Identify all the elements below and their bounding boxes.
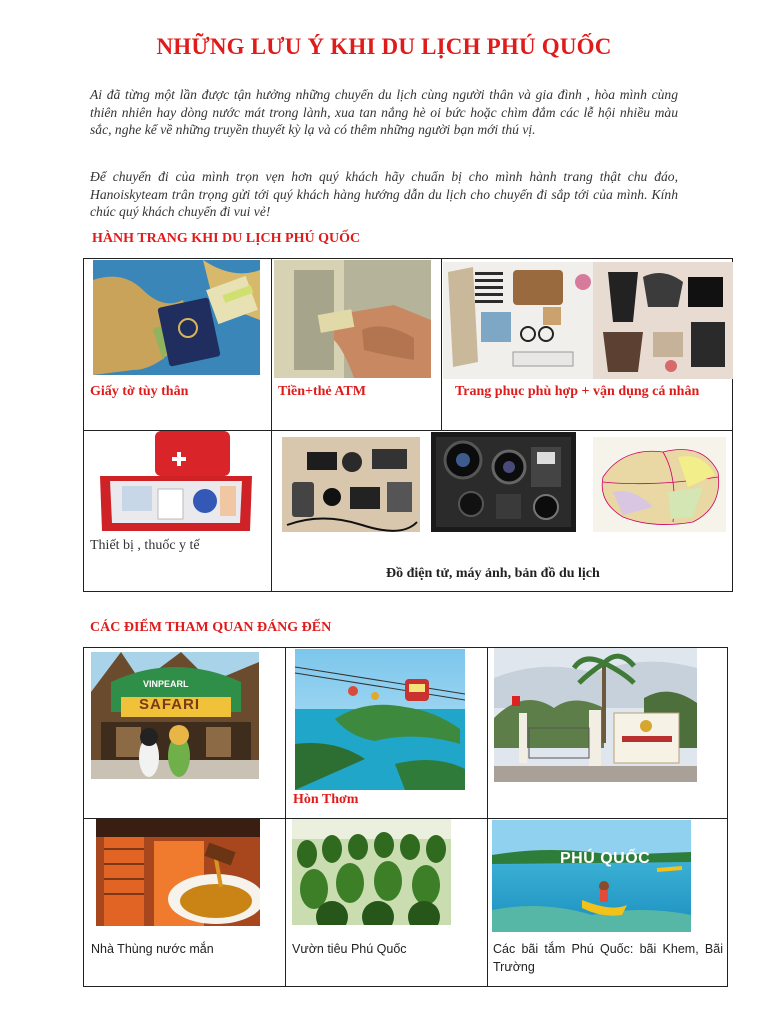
label-medical: Thiết bị , thuốc y tế: [90, 538, 200, 553]
label-pepper-garden: Vườn tiêu Phú Quốc: [292, 942, 407, 956]
label-documents: Giấy tờ tùy thân: [90, 384, 189, 399]
vinpearl-safari-photo: [91, 652, 259, 779]
electronics-photo: [282, 437, 420, 532]
clothing-photo: [443, 262, 733, 379]
label-clothing: Trang phục phù hợp + vận dụng cá nhân: [455, 384, 700, 399]
label-fish-sauce: Nhà Thùng nước mắn: [91, 942, 214, 956]
beach-photo: [492, 820, 691, 932]
label-hon-thom: Hòn Thơm: [293, 792, 359, 807]
section-heading-attractions: CÁC ĐIỂM THAM QUAN ĐÁNG ĐẾN: [90, 620, 332, 635]
prison-gate-photo: [494, 648, 697, 782]
label-electronics: Đồ điện tử, máy ảnh, bản đồ du lịch: [386, 566, 600, 581]
label-beaches: Các bãi tắm Phú Quốc: bãi Khem, Bãi Trường: [493, 942, 723, 974]
first-aid-photo: [100, 431, 252, 531]
travel-map-photo: [593, 437, 726, 532]
passport-photo: [93, 260, 260, 375]
page-title: NHỮNG LƯU Ý KHI DU LỊCH PHÚ QUỐC: [156, 34, 612, 59]
safari-sign-main: SAFARI: [139, 696, 201, 713]
phu-quoc-sign: PHÚ QUỐC: [560, 850, 651, 867]
camera-bag-photo: [431, 432, 576, 532]
intro-paragraph-2: Để chuyến đi của mình trọn vẹn hơn quý khách hãy chuẩn bị cho mình hành trang thật chu đáo, Hanoiskyteam trân trọng gửi tới quý khách hàng hướng dẫn du lịch cho chuyến đi sắp tới của mình. Kính chúc quý khách chuyến đi vui vẻ!: [90, 169, 678, 219]
hon-thom-cable-car-photo: [295, 649, 465, 790]
safari-sign-top: VINPEARL: [143, 679, 189, 689]
pepper-garden-photo: [292, 819, 451, 925]
intro-paragraph-1: Ai đã từng một lần được tận hưởng những chuyến du lịch cùng người thân và gia đình , hòa mình cùng thiên nhiên hay dòng nước mát trong lành, xua tan nắng hè oi bức hoặc chìm đắm các lễ hội nhiều màu sắc, nghe kể về những truyền thuyết kỳ lạ và có thêm những người bạn mới thú vị.: [90, 87, 678, 137]
section-heading-luggage: HÀNH TRANG KHI DU LỊCH PHÚ QUỐC: [92, 231, 361, 246]
label-money-atm: Tiền+thẻ ATM: [278, 384, 366, 399]
fish-sauce-photo: [96, 819, 260, 926]
atm-card-photo: [274, 260, 431, 378]
